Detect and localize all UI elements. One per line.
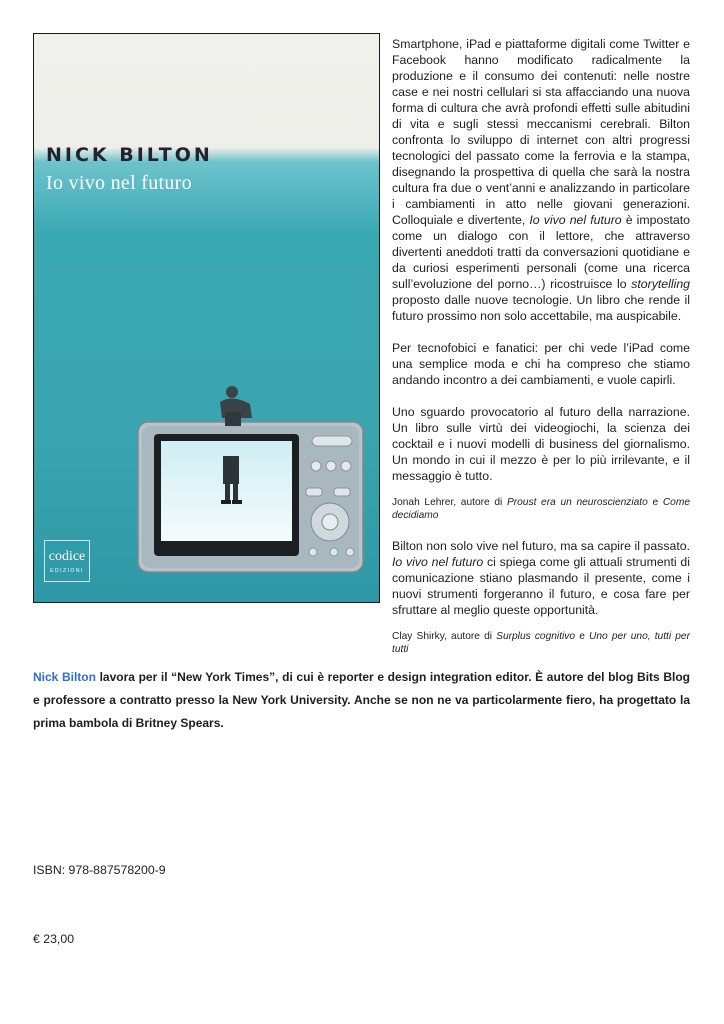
book-cover xyxy=(33,33,380,603)
price: € 23,00 xyxy=(33,932,75,946)
blurb-text: è impostato come un dialogo con il lettore, che attraverso divertenti aneddoti tratti da conversazioni quotidiane e da curiosi esperimenti personali (come una ricerca sull’evoluzione del porno…) ricostruisce lo xyxy=(392,213,690,291)
quote-attribution-2 xyxy=(392,630,690,656)
blurb-column xyxy=(392,36,690,656)
author-name: Nick Bilton xyxy=(33,670,96,684)
bio-text: lavora per il “New York Times”, di cui è reporter e design integration editor. È autore del blog Bits Blog e professore a contratto presso la New York University. Anche se non ne va particolarmente fiero, ha progettato la prima bambola di Britney Spears. xyxy=(33,670,690,730)
attr-book-italic: Surplus cognitivo xyxy=(496,631,576,642)
attr-text: e xyxy=(647,497,663,508)
blurb-text: Smartphone, iPad e piattaforme digitali come Twitter e Facebook hanno modificato radicalmente la produzione e il consumo dei contenuti: nelle nostre case e nei nostri cellulari si sta affacciando una nuova forma di cultura che avrà profondi effetti sulle abitudini di vita e sugli stessi meccanismi cerebrali. Bilton confronta lo sviluppo di internet con altri progressi tecnologici del passato come la ferrovia e la stampa, disegnando la prospettiva di quella che sarà la nostra cultura fra due o vent’anni e analizzando in particolare i cambiamenti in atto nelle giovani generazioni. Colloquiale e divertente, xyxy=(392,37,690,227)
attr-book-italic: Uno per uno, tutti per tutti xyxy=(392,631,690,655)
blurb-paragraph-1 xyxy=(392,36,690,324)
blurb-text: ci spiega come gli attuali strumenti di comunicazione stiano plasmando il presente, come i nuovi strumenti forgeranno il futuro, e cosa fare per sfruttare al meglio queste opportunità. xyxy=(392,555,690,617)
attr-book-italic: Come decidiamo xyxy=(392,497,690,521)
book-title-italic: Io vivo nel futuro xyxy=(392,555,484,569)
camera-illustration xyxy=(34,34,380,603)
blurb-paragraph-4 xyxy=(392,538,690,618)
attr-text: e xyxy=(575,631,590,642)
cover-author: NICK BILTON xyxy=(46,144,213,166)
blurb-paragraph-2: Per tecnofobici e fanatici: per chi vede l’iPad come una semplice moda e chi ha compreso che stiamo andando incontro a dei cambiamenti, e vuole capirli. xyxy=(392,341,690,387)
attr-book-italic: Proust era un neuroscienziato xyxy=(506,497,648,508)
isbn: ISBN: 978-887578200-9 xyxy=(33,863,166,877)
blurb-text: proposto dalle nuove tecnologie. Un libro che rende il futuro prossimo non solo accettabile, ma auspicabile. xyxy=(392,293,690,323)
storytelling-italic: storytelling xyxy=(631,277,690,291)
publisher-sub-text: EDIZIONI xyxy=(50,568,84,574)
blurb-text: Bilton non solo vive nel futuro, ma sa capire il passato. xyxy=(392,539,690,553)
blurb-paragraph-3: Uno sguardo provocatorio al futuro della narrazione. Un libro sulle virtù dei videogiochi, la scienza dei cocktail e i nuovi modelli di business del giornalismo. Un mondo in cui il mezzo è per lo più irrilevante, e il messaggio è tutto. xyxy=(392,405,690,483)
attr-text: Jonah Lehrer, autore di xyxy=(392,497,507,508)
publisher-logo-text: codice xyxy=(48,549,86,564)
quote-attribution-1 xyxy=(392,496,690,522)
attr-text: Clay Shirky, autore di xyxy=(392,631,497,642)
cover-title: Io vivo nel futuro xyxy=(46,172,192,194)
book-title-italic: Io vivo nel futuro xyxy=(529,213,622,227)
publisher-logo xyxy=(44,540,90,582)
author-bio xyxy=(33,666,690,735)
